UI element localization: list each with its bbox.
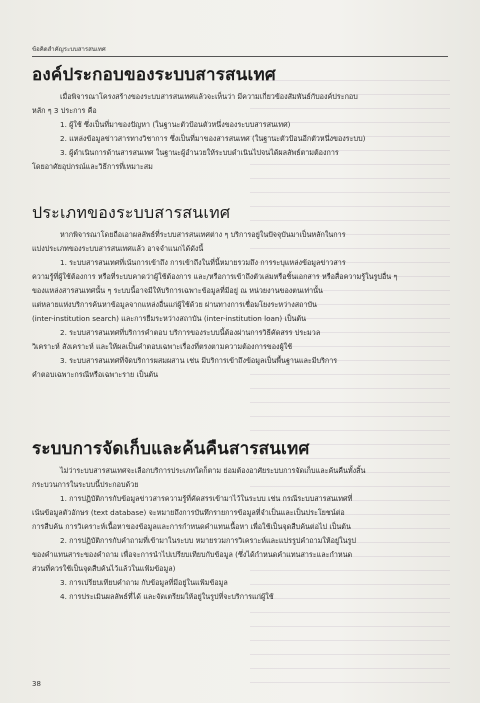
paragraph: กระบวนการในระบบนี้ประกอบด้วย [32, 480, 139, 489]
paragraph: คำตอบเฉพาะกรณีหรือเฉพาะราย เป็นต้น [32, 370, 159, 379]
paragraph: หลัก ๆ 3 ประการ คือ [32, 106, 97, 115]
section-title: องค์ประกอบของระบบสารสนเทศ [32, 65, 276, 85]
paragraph: แบ่งประเภทของระบบสารสนเทศแล้ว อาจจำแนกได้ดังนี้ [32, 244, 204, 253]
section-storage-retrieval [32, 438, 452, 604]
list-item: 2. การปฏิบัติการกับคำถามที่เข้ามาในระบบ หมายรวมการวิเคราะห์และแปรรูปคำถามให้อยู่ในรูป [60, 536, 356, 545]
paragraph: ของคำแทนสาระของคำถาม เพื่อจะการนำไปเปรียบเทียบกับข้อมูล (ซึ่งได้กำหนดคำแทนสาระและกำหนด [32, 550, 353, 559]
list-item: 2. แหล่งข้อมูลข่าวสารทางวิชาการ ซึ่งเป็นที่มาของสารสนเทศ (ในฐานะตัวป้อนอีกตัวหนึ่งของระบบ) [60, 134, 366, 143]
page-number: 38 [32, 680, 41, 688]
paragraph: เน้นข้อมูลตัวอักษร (text database) จะหมายถึงการบันทึกรายการข้อมูลที่จำเป็นและเป็นประโยชน์ต่อ [32, 508, 345, 517]
paragraph: ของแหล่งสารสนเทศนั้น ๆ ระบบนี้อาจมีให้บริการเฉพาะข้อมูลที่มีอยู่ ณ หน่วยงานของตนเท่านั้น [32, 286, 323, 295]
paragraph: การสืบค้น การวิเคราะห์เนื้อหาของข้อมูลและการกำหนดคำแทนเนื้อหา เพื่อใช้เป็นจุดสืบค้นต่อไป เป็นต้น [32, 522, 351, 531]
list-item: 1. ระบบสารสนเทศที่เน้นการเข้าถึง การเข้าถึงในที่นี้หมายรวมถึง การระบุแหล่งข้อมูลข่าวสาร [60, 258, 346, 267]
list-item: 1. การปฏิบัติการกับข้อมูลข่าวสารความรู้ที่คัดสรรเข้ามาไว้ในระบบ เช่น กรณีระบบสารสนเทศที่ [60, 494, 353, 503]
paragraph: ไม่ว่าระบบสารสนเทศจะเลือกบริการประเภทใดก็ตาม ย่อมต้องอาศัยระบบการจัดเก็บและค้นคืนทั้งสิ้น [60, 466, 366, 475]
list-item: 4. การประเมินผลลัพธ์ที่ได้ และจัดเตรียมให้อยู่ในรูปที่จะบริการแก่ผู้ใช้ [60, 592, 274, 601]
paragraph: แต่หลายแห่งบริการค้นหาข้อมูลจากแหล่งอื่นแก่ผู้ใช้ด้วย ผ่านทางการเชื่อมโยงระหว่างสถาบัน [32, 300, 317, 309]
list-item: 1. ผู้ใช้ ซึ่งเป็นที่มาของปัญหา (ในฐานะตัวป้อนตัวหนึ่งของระบบสารสนเทศ) [60, 120, 291, 129]
running-head: ข้อคิดสำคัญระบบสารสนเทศ [32, 46, 448, 57]
paragraph: เมื่อพิจารณาโครงสร้างของระบบสารสนเทศแล้วจะเห็นว่า มีความเกี่ยวข้องสัมพันธ์กับองค์ประกอบ [60, 92, 358, 101]
section-title: ประเภทของระบบสารสนเทศ [32, 203, 231, 222]
paragraph: โดยอาศัยอุปกรณ์และวิธีการที่เหมาะสม [32, 162, 153, 171]
paragraph: ความรู้ที่ผู้ใช้ต้องการ หรือที่ระบบคาดว่าผู้ใช้ต้องการ และ/หรือการเข้าถึงตัวเล่มหรือชิ้นเอกสาร หรือสื่อความรู้ในรูปอื่น ๆ [32, 272, 398, 281]
section-types [32, 202, 452, 382]
paragraph: (inter-institution search) และการยืมระหว่างสถาบัน (inter-institution loan) เป็นต้น [32, 314, 307, 323]
section-components [32, 64, 452, 174]
section-title: ระบบการจัดเก็บและค้นคืนสารสนเทศ [32, 439, 310, 459]
list-item: 3. ระบบสารสนเทศที่จัดบริการผสมผสาน เช่น มีบริการเข้าถึงข้อมูลเป็นพื้นฐานและมีบริการ [60, 356, 338, 365]
list-item: 3. การเปรียบเทียบคำถาม กับข้อมูลที่มีอยู่ในแฟ้มข้อมูล [60, 578, 228, 587]
paragraph: ส่วนที่ควรใช้เป็นจุดสืบค้นไว้แล้วในแฟ้มข้อมูล) [32, 564, 176, 573]
list-item: 3. ผู้ดำเนินการด้านสารสนเทศ ในฐานะผู้อำนวยให้ระบบดำเนินไปจนได้ผลลัพธ์ตามต้องการ [60, 148, 339, 157]
paragraph: หากพิจารณาโดยถือเอาผลลัพธ์ที่ระบบสารสนเทศต่าง ๆ บริการอยู่ในปัจจุบันมาเป็นหลักในการ [60, 230, 346, 239]
paragraph: วิเคราะห์ สังเคราะห์ และให้ผลเป็นคำตอบเฉพาะเรื่องที่ตรงตามความต้องการของผู้ใช้ [32, 342, 293, 351]
list-item: 2. ระบบสารสนเทศที่บริการคำตอบ บริการของระบบนี้ต้องผ่านการวิธีคัดสรร ประมวล [60, 328, 321, 337]
